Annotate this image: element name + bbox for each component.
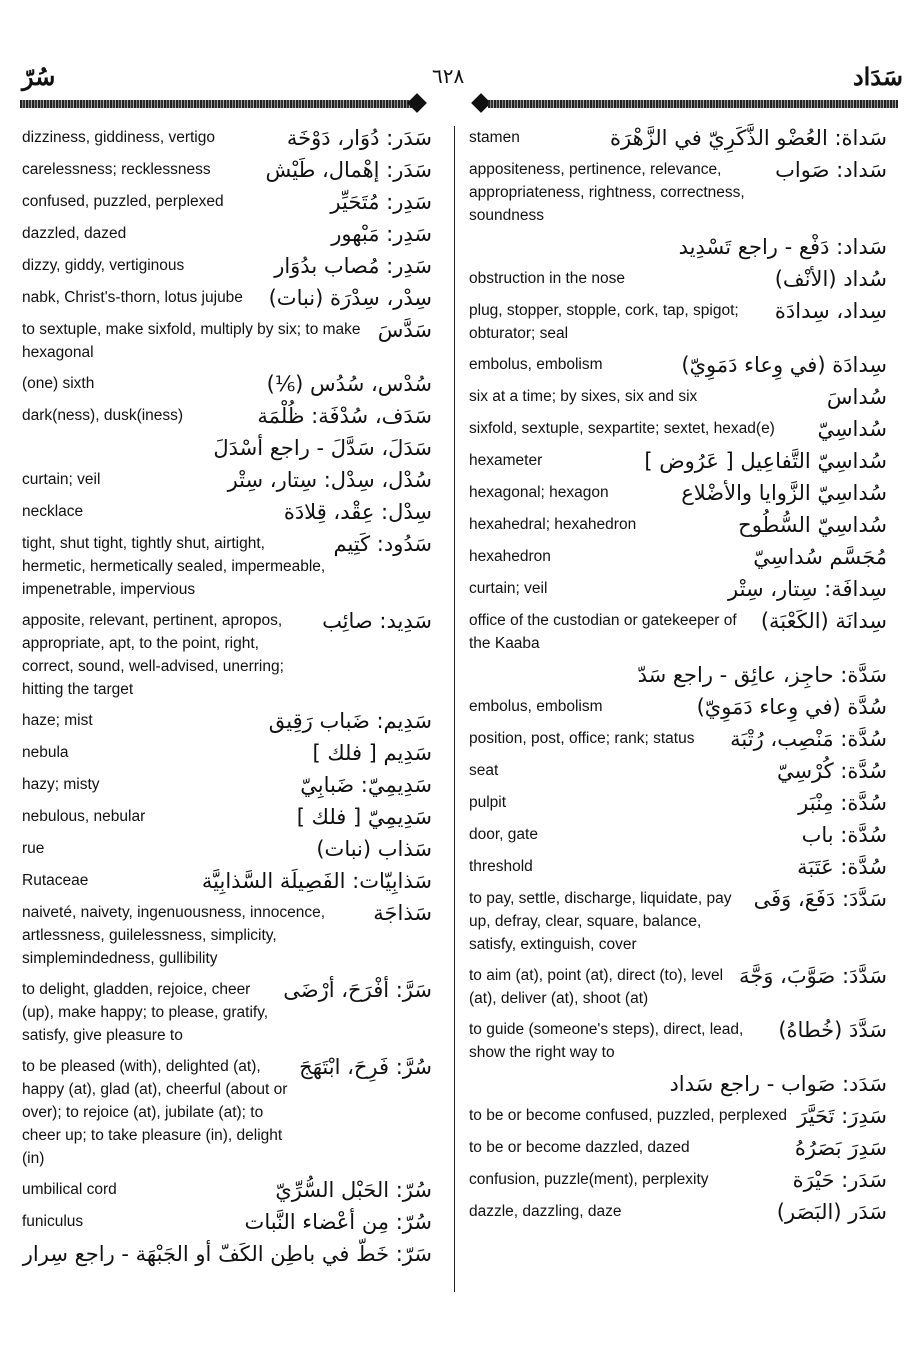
english-definition: confused, puzzled, perplexed: [22, 193, 224, 210]
dictionary-entry: [22, 404, 432, 428]
english-definition: hexahedral; hexahedron: [469, 516, 637, 533]
english-definition: tight, shut tight, tightly shut, airtight, hermetic, hermetically sealed, impermeable, impenetrable, impervious: [22, 535, 326, 598]
dictionary-entry: [469, 385, 887, 409]
english-definition: appositeness, pertinence, relevance, appropriateness, rightness, correctness, soundness: [469, 161, 745, 224]
english-definition: curtain; veil: [22, 471, 101, 488]
english-definition: threshold: [469, 858, 533, 875]
dictionary-entry: [469, 449, 887, 473]
dictionary-entry: [469, 609, 887, 655]
english-definition: (one) sixth: [22, 375, 95, 392]
dictionary-entry: [469, 1018, 887, 1064]
english-definition: curtain; veil: [469, 580, 548, 597]
dictionary-entry: [469, 1200, 887, 1224]
english-definition: embolus, embolism: [469, 356, 603, 373]
dictionary-entry: [469, 695, 887, 719]
arabic-headword: سَدَر (البَصَر): [776, 1200, 887, 1224]
dictionary-entry: [469, 887, 887, 956]
arabic-headword: مُجَسَّم سُداسِيّ: [753, 545, 887, 569]
dictionary-entry: [469, 299, 887, 345]
header-left-word: سُرّ: [22, 62, 56, 91]
header-rule-left: [20, 100, 412, 108]
arabic-headword: سِدادَة (في وِعاء دَمَوِيّ): [681, 353, 887, 377]
arabic-headword: سَدِيم: ضَباب رَقِيق: [268, 709, 432, 733]
dictionary-entry: [22, 532, 432, 601]
arabic-headword: سَدَر: إهْمال، طَيْش: [265, 158, 432, 182]
dictionary-entry: [22, 901, 432, 970]
dictionary-entry: [22, 190, 432, 214]
dictionary-entry: [469, 855, 887, 879]
dictionary-entry: [22, 222, 432, 246]
dictionary-entry: [22, 609, 432, 701]
dictionary-entry: [469, 759, 887, 783]
english-definition: to guide (someone's steps), direct, lead, show the right way to: [469, 1021, 744, 1061]
arabic-headword: سُدَّة: باب: [801, 823, 887, 847]
arabic-headword: سَدَلَ، سَدَّلَ - راجع أسْدَلَ: [213, 436, 432, 460]
dictionary-entry: [22, 1210, 432, 1234]
english-definition: nebulous, nebular: [22, 808, 146, 825]
arabic-headword: سُرّ: الحَبْل السُّرِّيّ: [275, 1178, 432, 1202]
arabic-headword: سُداسِيّ: [817, 417, 887, 441]
arabic-headword: سِدْر، سِدْرَة (نبات): [268, 286, 432, 310]
arabic-headword: سُدَّة: عَتَبَة: [797, 855, 887, 879]
english-definition: door, gate: [469, 826, 538, 843]
dictionary-entry: [22, 436, 432, 460]
english-definition: dazzle, dazzling, daze: [469, 1203, 622, 1220]
dictionary-entry: [469, 791, 887, 815]
dictionary-entry: [469, 1168, 887, 1192]
dictionary-entry: [22, 978, 432, 1047]
arabic-headword: سُرّ: مِن أعْضاء النَّبات: [244, 1210, 432, 1234]
arabic-headword: سِدْل: عِقْد، قِلادَة: [283, 500, 432, 524]
arabic-headword: سِداد، سِدادَة: [774, 299, 887, 323]
arabic-headword: سَدِر: مُتَحَيِّر: [330, 190, 432, 214]
english-definition: confusion, puzzle(ment), perplexity: [469, 1171, 709, 1188]
dictionary-entry: [469, 158, 887, 227]
english-definition: nabk, Christ's-thorn, lotus jujube: [22, 289, 243, 306]
english-definition: to pay, settle, discharge, liquidate, pay up, defray, clear, square, balance, satisfy, extinguish, cover: [469, 890, 732, 953]
dictionary-entry: [469, 964, 887, 1010]
english-definition: to aim (at), point (at), direct (to), level (at), deliver (at), shoot (at): [469, 967, 724, 1007]
english-definition: to be or become confused, puzzled, perplexed: [469, 1107, 787, 1124]
english-definition: seat: [469, 762, 499, 779]
english-definition: dizziness, giddiness, vertigo: [22, 129, 215, 146]
arabic-headword: سِدافَة: سِتار، سِتْر: [728, 577, 887, 601]
english-definition: naiveté, naivety, ingenuousness, innocence, artlessness, guilelessness, simplicity, simplemindedness, gullibility: [22, 904, 326, 967]
arabic-headword: سَذاجَة: [373, 901, 432, 925]
arabic-headword: سَدَّدَ: صَوَّبَ، وَجَّهَ: [738, 964, 887, 988]
english-definition: funiculus: [22, 1213, 84, 1230]
arabic-headword: سَداة: العُضْو الذَّكَرِيّ في الزَّهْرَة: [610, 126, 887, 150]
dictionary-entry: [22, 1242, 432, 1266]
dictionary-entry: [469, 417, 887, 441]
english-definition: to be or become dazzled, dazed: [469, 1139, 690, 1156]
dictionary-entry: [22, 709, 432, 733]
arabic-headword: سَدِيم [ فلك ]: [312, 741, 432, 765]
arabic-headword: سَدَّدَ: دَفَعَ، وَفَى: [753, 887, 887, 911]
english-definition: nebula: [22, 744, 69, 761]
dictionary-entry: [469, 727, 887, 751]
arabic-headword: سِدانَة (الكَعْبَة): [760, 609, 887, 633]
dictionary-entry: [22, 741, 432, 765]
arabic-headword: سُدَّة: مَنْصِب، رُتْبَة: [730, 727, 887, 751]
arabic-headword: سَرَّ: أفْرَحَ، أرْضَى: [283, 978, 432, 1002]
dictionary-entry: [22, 318, 432, 364]
arabic-headword: سَذابِيّات: الفَصِيلَة السَّذابِيَّة: [201, 869, 432, 893]
english-definition: dark(ness), dusk(iness): [22, 407, 184, 424]
english-definition: office of the custodian or gatekeeper of the Kaaba: [469, 612, 737, 652]
dictionary-entry: [22, 500, 432, 524]
english-definition: hexameter: [469, 452, 543, 469]
arabic-headword: سَدَّسَ: [377, 318, 432, 342]
english-definition: position, post, office; rank; status: [469, 730, 695, 747]
arabic-headword: سُدْل، سِدْل: سِتار، سِتْر: [227, 468, 432, 492]
arabic-headword: سُدَّة: مِنْبَر: [798, 791, 887, 815]
english-definition: dazzled, dazed: [22, 225, 127, 242]
english-definition: six at a time; by sixes, six and six: [469, 388, 698, 405]
dictionary-entry: [469, 126, 887, 150]
dictionary-entry: [469, 353, 887, 377]
dictionary-entry: [22, 1055, 432, 1170]
arabic-headword: سَدِيد: صائِب: [322, 609, 432, 633]
arabic-headword: سُدْس، سُدُس (⅙): [266, 372, 432, 396]
dictionary-entry: [22, 254, 432, 278]
arabic-headword: سَذاب (نبات): [316, 837, 432, 861]
dictionary-entry: [22, 158, 432, 182]
arabic-headword: سَدَّدَ (خُطاهُ): [778, 1018, 887, 1042]
english-definition: obstruction in the nose: [469, 270, 625, 287]
arabic-headword: سَدَر: دُوَار، دَوْخَة: [286, 126, 432, 150]
arabic-headword: سُداسِيّ التَّفاعِيل [ عَرُوض ]: [644, 449, 887, 473]
arabic-headword: سُداسَ: [826, 385, 887, 409]
english-definition: apposite, relevant, pertinent, apropos, appropriate, apt, to the point, right, correct, sound, well-advised, unerring; hitting the target: [22, 612, 284, 698]
dictionary-entry: [469, 267, 887, 291]
arabic-headword: سُدَّة (في وِعاء دَمَوِيّ): [696, 695, 887, 719]
arabic-headword: سَدَر: حَيْرَة: [792, 1168, 887, 1192]
english-definition: umbilical cord: [22, 1181, 117, 1198]
dictionary-entry: [22, 126, 432, 150]
dictionary-entry: [22, 1178, 432, 1202]
arabic-headword: سُداسِيّ السُّطُوح: [738, 513, 887, 537]
arabic-headword: سَرّ: خَطّ في باطِن الكَفّ أو الجَبْهَة - راجع سِرار: [22, 1242, 432, 1266]
arabic-headword: سَداد: صَواب: [775, 158, 887, 182]
dictionary-entry: [469, 545, 887, 569]
arabic-headword: سُداسِيّ الزَّوايا والأضْلاع: [681, 481, 887, 505]
english-definition: hexagonal; hexagon: [469, 484, 609, 501]
english-definition: pulpit: [469, 794, 507, 811]
english-definition: to delight, gladden, rejoice, cheer (up), make happy; to please, gratify, satisfy, give pleasure to: [22, 981, 269, 1044]
english-definition: haze; mist: [22, 712, 93, 729]
right-column: [469, 126, 887, 1232]
arabic-headword: سَدِر: مَبْهور: [331, 222, 432, 246]
dictionary-entry: [469, 235, 887, 259]
english-definition: carelessness; recklessness: [22, 161, 211, 178]
dictionary-entry: [22, 286, 432, 310]
english-definition: sixfold, sextuple, sexpartite; sextet, hexad(e): [469, 420, 775, 437]
arabic-headword: سَدِر: مُصاب بدُوَار: [274, 254, 432, 278]
dictionary-entry: [22, 805, 432, 829]
english-definition: stamen: [469, 129, 520, 146]
arabic-headword: سَدِيمِيّ [ فلك ]: [296, 805, 432, 829]
english-definition: dizzy, giddy, vertiginous: [22, 257, 185, 274]
arabic-headword: سُرَّ: فَرِحَ، ابْتَهَجَ: [299, 1055, 432, 1079]
dictionary-entry: [469, 823, 887, 847]
dictionary-entry: [469, 1072, 887, 1096]
arabic-headword: سَدَّة: حاجِز، عائِق - راجع سَدّ: [637, 663, 887, 687]
dictionary-entry: [469, 513, 887, 537]
page-number: ٦٢٨: [432, 64, 465, 88]
arabic-headword: سَدِرَ بَصَرُهُ: [794, 1136, 887, 1160]
arabic-headword: سَداد: دَفْع - راجع تَسْدِيد: [678, 235, 887, 259]
dictionary-entry: [22, 837, 432, 861]
arabic-headword: سُدَّة: كُرْسِيّ: [776, 759, 887, 783]
english-definition: rue: [22, 840, 45, 857]
dictionary-entry: [22, 468, 432, 492]
english-definition: to sextuple, make sixfold, multiply by six; to make hexagonal: [22, 321, 361, 361]
dictionary-entry: [22, 372, 432, 396]
english-definition: necklace: [22, 503, 84, 520]
english-definition: embolus, embolism: [469, 698, 603, 715]
arabic-headword: سَدُود: كَتِيم: [333, 532, 432, 556]
dictionary-entry: [469, 481, 887, 505]
dictionary-entry: [469, 1104, 887, 1128]
dictionary-entry: [469, 1136, 887, 1160]
arabic-headword: سَدِيمِيّ: ضَبابِيّ: [300, 773, 432, 797]
header-right-word: سَدَاد: [852, 62, 903, 91]
dictionary-entry: [469, 577, 887, 601]
arabic-headword: سُداد (الأنْف): [774, 267, 887, 291]
dictionary-entry: [22, 869, 432, 893]
arabic-headword: سَدَف، سُدْفَة: ظُلْمَة: [257, 404, 432, 428]
header-rule-right: [488, 100, 898, 108]
column-divider: [454, 126, 455, 1292]
english-definition: hazy; misty: [22, 776, 100, 793]
english-definition: to be pleased (with), delighted (at), happy (at), glad (at), cheerful (about or over); to rejoice (at), jubilate (at); to cheer up; to take pleasure (in), delight (in): [22, 1058, 288, 1167]
diamond-ornament-left: [407, 93, 427, 113]
dictionary-entry: [22, 773, 432, 797]
english-definition: Rutaceae: [22, 872, 89, 889]
arabic-headword: سَدَد: صَواب - راجع سَداد: [669, 1072, 887, 1096]
left-column: [22, 126, 432, 1274]
english-definition: plug, stopper, stopple, cork, tap, spigot; obturator; seal: [469, 302, 739, 342]
arabic-headword: سَدِرَ: تَحَيَّرَ: [797, 1104, 887, 1128]
english-definition: hexahedron: [469, 548, 551, 565]
dictionary-entry: [469, 663, 887, 687]
